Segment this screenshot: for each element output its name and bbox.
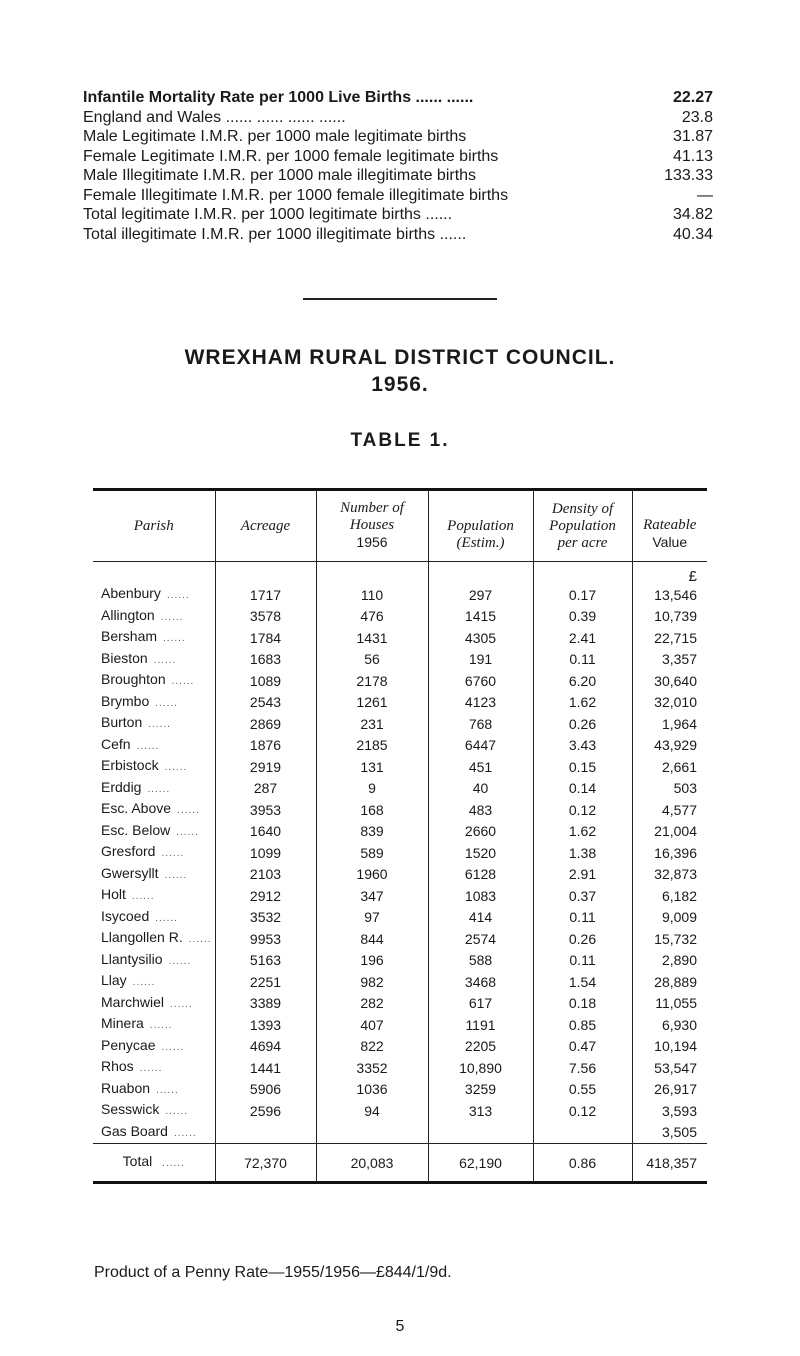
parish-name: Gas Board [101,1122,168,1139]
stat-row [83,186,713,206]
cell-density: 0.47 [533,1036,632,1058]
cell-acreage: 2103 [215,864,316,886]
cell-population: 588 [428,950,533,972]
table-row [93,1057,707,1079]
cell-parish [93,778,215,800]
stat-label: Infantile Mortality Rate per 1000 Live Births ...... ...... [83,89,474,106]
page-number: 5 [395,1318,405,1335]
cell-density: 0.11 [533,950,632,972]
table-row [93,735,707,757]
cell-population: 483 [428,799,533,821]
cell-density: 2.41 [533,627,632,649]
parish-name: Esc. Below [101,821,171,838]
table-row [93,885,707,907]
cell-population: 1083 [428,885,533,907]
leader-dots: ...... [165,1106,189,1117]
leader-dots: ...... [173,1127,197,1139]
cell-parish [93,1057,215,1079]
stat-row [83,225,713,245]
parish-name: Bieston [101,649,148,666]
cell-houses: 3352 [316,1057,428,1079]
cell-population: 1415 [428,606,533,628]
cell-parish [93,1079,215,1101]
cell-population [428,1122,533,1144]
cell-density: 0.12 [533,1100,632,1122]
total-row [93,1144,707,1182]
table-row [93,756,707,778]
table-row [93,606,707,628]
parish-name: Llantysilio [101,950,163,967]
infant-mortality-stats [83,88,713,244]
cell-density: 0.26 [533,713,632,735]
cell-acreage: 1876 [215,735,316,757]
cell-rateable: 4,577 [661,801,697,818]
leader-dots: ...... [153,654,177,666]
leader-dots: ...... [161,1041,185,1053]
table-row [93,821,707,843]
cell-parish [93,1100,215,1122]
cell-parish [93,1014,215,1036]
parish-name: Erbistock [101,757,159,773]
parish-name: Bersham [101,628,158,644]
cell-parish [93,735,215,757]
leader-dots: ...... [139,1063,163,1074]
leader-dots: ...... [131,891,155,902]
cell-acreage: 1393 [215,1014,316,1036]
cell-density: 6.20 [533,670,632,692]
cell-acreage: 2543 [215,692,316,714]
leader-dots: ...... [156,1084,179,1096]
table-row [93,627,707,649]
leader-dots: ...... [170,998,193,1010]
header-density: Density of Population per acre [533,491,632,562]
cell-rateable: 3,505 [661,1124,697,1140]
cell-density: 2.91 [533,864,632,886]
cell-rateable: 26,917 [654,1081,697,1097]
cell-population: 2205 [428,1036,533,1058]
total-density: 0.86 [533,1144,632,1182]
cell-rateable: 16,396 [654,844,697,861]
cell-parish [93,1122,215,1144]
stat-value: 133.33 [664,167,713,184]
cell-population: 3468 [428,971,533,993]
year-heading: 1956. [371,373,429,396]
cell-density: 0.15 [533,756,632,778]
cell-density: 1.62 [533,821,632,843]
header-population: Population (Estim.) [428,491,533,562]
cell-parish [93,928,215,950]
parish-name: Isycoed [101,907,150,924]
parish-table-wrapper [93,488,707,1184]
parish-name: Erddig [101,778,142,795]
council-heading: WREXHAM RURAL DISTRICT COUNCIL. [184,346,616,369]
cell-population: 617 [428,993,533,1015]
cell-houses: 1960 [316,864,428,886]
cell-density: 0.11 [533,907,632,929]
cell-houses: 168 [316,799,428,821]
cell-houses: 407 [316,1014,428,1036]
cell-houses: 347 [316,885,428,907]
cell-population: 2660 [428,821,533,843]
total-label: Total ...... [93,1144,215,1182]
table-row [93,950,707,972]
currency-symbol: £ [688,568,697,584]
penny-rate-footer: Product of a Penny Rate—1955/1956—£844/1/9d. [94,1264,452,1281]
cell-rateable: 9,009 [661,909,697,925]
parish-name: Minera [101,1015,144,1031]
stat-value: 41.13 [672,147,713,165]
table-row [93,670,707,692]
stat-row [83,127,713,147]
cell-acreage: 1784 [215,627,316,649]
leader-dots: ...... [148,719,171,730]
cell-rateable: 6,182 [661,887,697,904]
cell-houses: 476 [316,606,428,628]
cell-houses [316,1122,428,1144]
table-row [93,713,707,735]
cell-density: 0.26 [533,928,632,950]
cell-density: 0.37 [533,885,632,907]
table-row [93,649,707,671]
cell-parish [93,993,215,1015]
cell-rateable: 28,889 [654,973,697,990]
stat-label: Male Legitimate I.M.R. per 1000 male legitimate births [83,128,467,145]
cell-houses: 1261 [316,692,428,714]
cell-parish [93,799,215,821]
cell-parish [93,821,215,843]
cell-acreage: 9953 [215,928,316,950]
parish-name: Broughton [101,671,166,687]
cell-parish [93,627,215,649]
cell-rateable: 10,739 [654,608,697,624]
cell-acreage: 3389 [215,993,316,1015]
cell-acreage [215,1122,316,1144]
total-population: 62,190 [428,1144,533,1182]
leader-dots: ...... [160,611,184,623]
stat-row [83,166,713,186]
parish-name: Llangollen R. [101,929,183,945]
cell-parish [93,756,215,778]
parish-name: Ruabon [101,1079,151,1096]
cell-acreage: 2912 [215,885,316,907]
cell-parish [93,584,215,606]
cell-population: 451 [428,756,533,778]
cell-density: 7.56 [533,1057,632,1079]
cell-rateable: 22,715 [654,629,697,646]
stat-row [83,88,713,108]
cell-acreage: 2251 [215,971,316,993]
table-row [93,928,707,950]
cell-houses: 982 [316,971,428,993]
cell-acreage: 2596 [215,1100,316,1122]
cell-acreage: 1683 [215,649,316,671]
table-row [93,1036,707,1058]
stat-value: 31.87 [672,128,713,145]
cell-houses: 1036 [316,1079,428,1101]
leader-dots: ...... [171,676,195,687]
cell-population: 6447 [428,735,533,757]
cell-population: 6760 [428,670,533,692]
cell-houses: 110 [316,584,428,606]
cell-rateable: 6,930 [661,1016,697,1033]
parish-name: Rhos [101,1058,134,1074]
total-acreage: 72,370 [215,1144,316,1182]
parish-name: Gwersyllt [101,864,159,881]
cell-rateable: 15,732 [654,930,697,947]
leader-dots: ...... [147,783,171,795]
cell-houses: 9 [316,778,428,800]
cell-rateable: 43,929 [654,737,697,753]
stat-label: Male Illegitimate I.M.R. per 1000 male illegitimate births [83,167,477,184]
cell-rateable: 53,547 [654,1059,697,1076]
cell-houses: 844 [316,928,428,950]
cell-rateable: 1,964 [661,715,697,732]
cell-acreage: 3953 [215,799,316,821]
leader-dots: ...... [164,762,188,773]
leader-dots: ...... [149,1020,173,1031]
cell-rateable: 13,546 [654,586,697,603]
cell-acreage: 1717 [215,584,316,606]
parish-name: Burton [101,714,143,730]
cell-acreage: 5906 [215,1079,316,1101]
cell-population: 414 [428,907,533,929]
cell-parish [93,907,215,929]
cell-population: 313 [428,1100,533,1122]
table-row [93,842,707,864]
leader-dots: ...... [168,955,192,967]
stat-label: Female Illegitimate I.M.R. per 1000 female illegitimate births [83,186,509,204]
cell-population: 191 [428,649,533,671]
parish-name: Sesswick [101,1101,160,1117]
stat-row [83,147,713,167]
table-row [93,1100,707,1122]
cell-rateable: 3,593 [661,1102,697,1119]
cell-acreage: 3578 [215,606,316,628]
cell-parish [93,606,215,628]
cell-houses: 131 [316,756,428,778]
cell-houses: 231 [316,713,428,735]
leader-dots: ...... [166,590,190,601]
currency-row [93,562,707,585]
cell-population: 768 [428,713,533,735]
cell-rateable: 10,194 [654,1038,697,1054]
cell-parish [93,713,215,735]
table-row [93,584,707,606]
table-row [93,971,707,993]
cell-rateable: 3,357 [661,651,697,667]
cell-parish [93,842,215,864]
stat-value: — [697,186,713,204]
cell-rateable: 32,010 [654,694,697,710]
table-row [93,692,707,714]
table-bottom-rule [93,1181,707,1184]
table-row [93,993,707,1015]
cell-acreage: 4694 [215,1036,316,1058]
cell-houses: 1431 [316,627,428,649]
parish-name: Abenbury [101,585,161,601]
cell-population: 40 [428,778,533,800]
header-parish: Parish [93,491,215,562]
cell-density: 0.55 [533,1079,632,1101]
cell-population: 2574 [428,928,533,950]
leader-dots: ...... [132,977,156,988]
cell-houses: 282 [316,993,428,1015]
cell-population: 1520 [428,842,533,864]
cell-rateable: 503 [673,780,697,796]
cell-density: 1.62 [533,692,632,714]
stat-label: England and Wales ...... ...... ...... ...... [83,108,346,126]
cell-population: 10,890 [428,1057,533,1079]
cell-acreage: 1441 [215,1057,316,1079]
cell-rateable: 2,890 [661,952,697,968]
cell-acreage: 1640 [215,821,316,843]
leader-dots: ...... [164,869,188,881]
parish-name: Brymbo [101,692,150,709]
cell-acreage: 1089 [215,670,316,692]
cell-houses: 2185 [316,735,428,757]
table-header-row [93,491,707,562]
parish-name: Gresford [101,843,156,859]
stat-label: Total illegitimate I.M.R. per 1000 illegitimate births ...... [83,225,467,243]
cell-parish [93,649,215,671]
parish-name: Penycae [101,1036,156,1053]
cell-population: 3259 [428,1079,533,1101]
cell-acreage: 1099 [215,842,316,864]
cell-parish [93,885,215,907]
cell-density: 0.18 [533,993,632,1015]
parish-name: Cefn [101,735,131,752]
cell-population: 6128 [428,864,533,886]
header-houses: Number of Houses 1956 [316,491,428,562]
cell-population: 297 [428,584,533,606]
cell-houses: 822 [316,1036,428,1058]
cell-density: 0.14 [533,778,632,800]
cell-rateable: 30,640 [654,672,697,689]
stat-label: Total legitimate I.M.R. per 1000 legitimate births ...... [83,206,453,223]
table-row [93,907,707,929]
parish-table [93,491,707,1181]
cell-density [533,1122,632,1144]
cell-density: 0.39 [533,606,632,628]
stat-row [83,108,713,128]
leader-dots: ...... [163,633,186,644]
cell-density: 3.43 [533,735,632,757]
stat-value: 23.8 [681,108,713,126]
cell-parish [93,1036,215,1058]
cell-acreage: 3532 [215,907,316,929]
cell-houses: 196 [316,950,428,972]
parish-name: Marchwiel [101,993,165,1010]
cell-parish [93,950,215,972]
leader-dots: ...... [136,740,160,752]
cell-rateable: 32,873 [654,866,697,882]
stat-value: 40.34 [672,225,713,243]
cell-houses: 2178 [316,670,428,692]
cell-parish [93,864,215,886]
table-row [93,1122,707,1144]
cell-rateable: 2,661 [661,758,697,775]
cell-houses: 589 [316,842,428,864]
leader-dots: ...... [155,697,178,709]
cell-acreage: 287 [215,778,316,800]
stat-row [83,205,713,225]
cell-houses: 56 [316,649,428,671]
leader-dots: ...... [155,912,178,924]
cell-population: 4123 [428,692,533,714]
cell-rateable: 11,055 [655,995,697,1011]
table-title: TABLE 1. [350,430,450,451]
cell-parish [93,670,215,692]
cell-parish [93,692,215,714]
cell-acreage: 5163 [215,950,316,972]
parish-name: Esc. Above [101,800,172,816]
total-houses: 20,083 [316,1144,428,1182]
leader-dots: ...... [161,848,185,859]
cell-houses: 839 [316,821,428,843]
cell-density: 0.11 [533,649,632,671]
leader-dots: ...... [188,934,212,945]
stat-value: 34.82 [672,206,713,223]
cell-density: 1.54 [533,971,632,993]
total-rateable: 418,357 [632,1144,707,1182]
cell-rateable: 21,004 [654,823,697,839]
stat-label: Female Legitimate I.M.R. per 1000 female legitimate births [83,147,499,165]
table-row [93,864,707,886]
cell-population: 1191 [428,1014,533,1036]
table-row [93,778,707,800]
parish-name: Allington [101,606,155,623]
cell-density: 0.17 [533,584,632,606]
cell-houses: 97 [316,907,428,929]
cell-density: 0.85 [533,1014,632,1036]
header-rateable-value: Rateable Value [632,491,707,562]
cell-acreage: 2869 [215,713,316,735]
leader-dots: ...... [177,805,200,816]
table-row [93,1079,707,1101]
header-acreage: Acreage [215,491,316,562]
parish-name: Holt [101,886,126,902]
leader-dots: ...... [176,826,199,838]
cell-population: 4305 [428,627,533,649]
cell-density: 0.12 [533,799,632,821]
parish-name: Llay [101,972,127,988]
table-row [93,1014,707,1036]
table-row [93,799,707,821]
cell-acreage: 2919 [215,756,316,778]
stat-value: 22.27 [672,89,713,106]
cell-density: 1.38 [533,842,632,864]
section-divider [303,298,497,300]
cell-houses: 94 [316,1100,428,1122]
cell-parish [93,971,215,993]
